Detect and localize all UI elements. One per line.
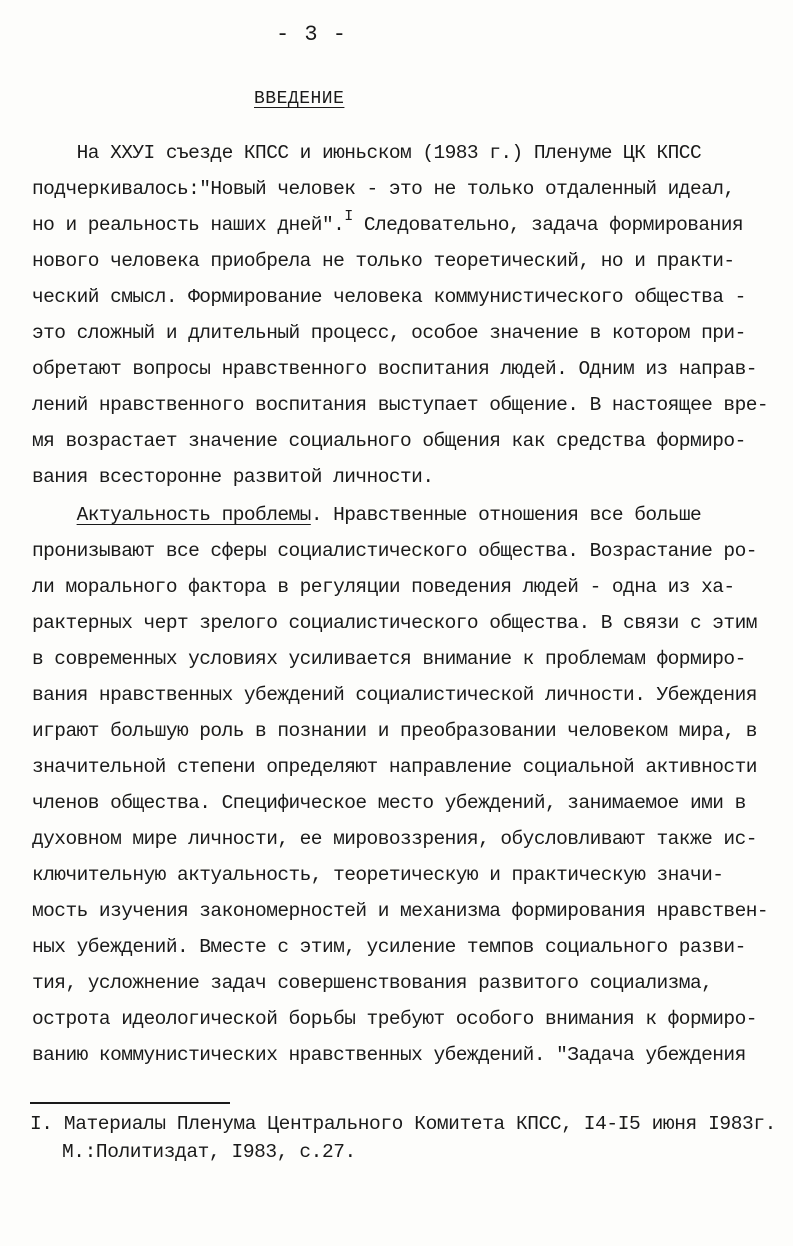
text-line: мя возрастает значение социального общения как средства формиро- <box>32 430 746 452</box>
text-line: вания нравственных убеждений социалистической личности. Убеждения <box>32 684 757 706</box>
text-line: в современных условиях усиливается внимание к проблемам формиро- <box>32 648 746 670</box>
text-line-with-lead <box>32 503 701 527</box>
text-line: тия, усложнение задач совершенствования развитого социализма, <box>32 972 713 994</box>
text-line-with-footnote <box>32 208 744 239</box>
text-line: пронизывают все сферы социалистического общества. Возрастание ро- <box>32 540 757 562</box>
text-line: рактерных черт зрелого социалистического общества. В связи с этим <box>32 612 757 634</box>
indent <box>32 504 77 526</box>
text-line: играют большую роль в познании и преобразовании человеком мира, в <box>32 720 757 742</box>
underlined-lead: Актуальность проблемы <box>76 504 311 526</box>
text-line: лений нравственного воспитания выступает общение. В настоящее вре- <box>32 394 769 416</box>
text-line: ных убеждений. Вместе с этим, усиление темпов социального разви- <box>32 936 746 958</box>
text-line: нового человека приобрела не только теоретический, но и практи- <box>32 250 735 272</box>
footnote-marker: I <box>344 208 353 225</box>
text-line: вания всесторонне развитой личности. <box>32 466 434 488</box>
text-line: духовном мире личности, ее мировоззрения, обусловливают также ис- <box>32 828 757 850</box>
text-span: но и реальность наших дней". <box>32 214 345 236</box>
text-line: ключительную актуальность, теоретическую и практическую значи- <box>32 864 724 886</box>
text-line: мость изучения закономерностей и механизма формирования нравствен- <box>32 900 769 922</box>
text-line: подчеркивалось:"Новый человек - это не только отдаленный идеал, <box>32 178 735 200</box>
text-line: острота идеологической борьбы требуют особого внимания к формиро- <box>32 1008 757 1030</box>
section-title: ВВЕДЕНИЕ <box>254 89 345 109</box>
text-line: ческий смысл. Формирование человека коммунистического общества - <box>32 286 746 308</box>
footnote-line: I. Материалы Пленума Центрального Комитета КПСС, I4-I5 июня I983г. <box>30 1113 776 1135</box>
text-line: ли морального фактора в регуляции поведения людей - одна из ха- <box>32 576 735 598</box>
text-line: На ХХУІ съезде КПСС и июньском (1983 г.) Пленуме ЦК КПСС <box>32 142 702 164</box>
page-number: - 3 - <box>276 22 348 47</box>
text-line: обретают вопросы нравственного воспитания людей. Одним из направ- <box>32 358 757 380</box>
text-line: членов общества. Специфическое место убеждений, занимаемое ими в <box>32 792 746 814</box>
footnote-divider <box>30 1102 230 1104</box>
text-line: ванию коммунистических нравственных убеждений. "Задача убеждения <box>32 1044 746 1066</box>
text-line: это сложный и длительный процесс, особое значение в котором при- <box>32 322 746 344</box>
footnote-line: М.:Политиздат, I983, с.27. <box>62 1141 356 1163</box>
text-span: Следовательно, задача формирования <box>352 214 744 236</box>
text-span: . Нравственные отношения все больше <box>310 504 702 526</box>
text-line: значительной степени определяют направление социальной активности <box>32 756 757 778</box>
